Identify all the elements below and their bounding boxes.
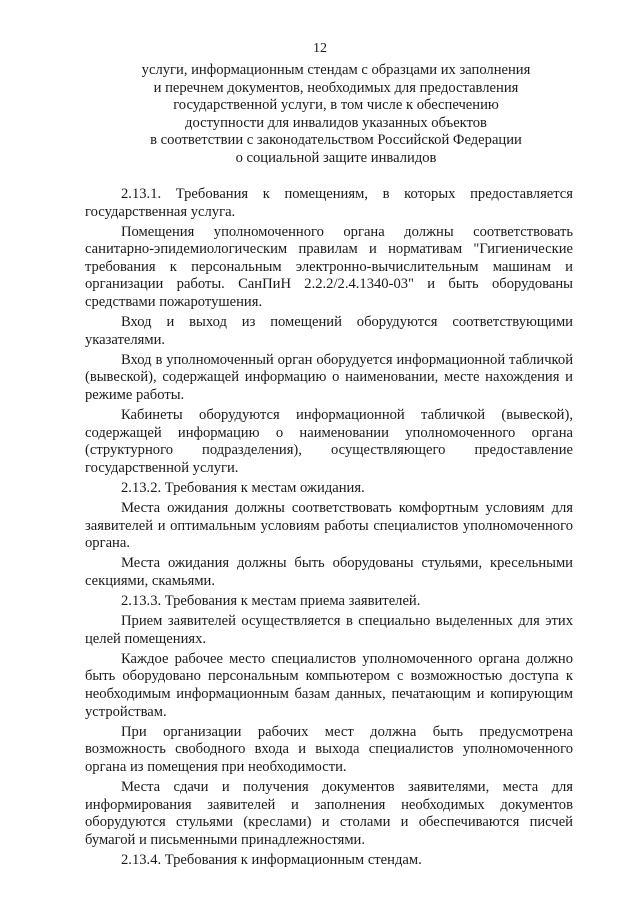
paragraph-premises-requirements: Помещения уполномоченного органа должны соответствовать санитарно-эпидемиологическим правилам и нормативам "Гигиенические требования к персональным электронно-вычислительным машинам и организации работы. СанПиН 2.2.2/2.4.1340-03" и быть оборудованы средствами пожаротушения. [85,223,573,311]
paragraph-waiting-comfort: Места ожидания должны соответствовать комфортным условиям для заявителей и оптимальным условиям работы специалистов уполномоченного органа. [85,500,573,552]
paragraph-entrance-signs: Вход и выход из помещений оборудуются соответствующими указателями. [85,314,573,348]
paragraph-2-13-2: 2.13.2. Требования к местам ожидания. [121,480,365,496]
paragraph-2-13-1: 2.13.1. Требования к помещениям, в которых предоставляется государственная услуга. [85,186,573,220]
heading-line: и перечнем документов, необходимых для предоставления [153,79,519,96]
paragraph-workplace-equipment: Каждое рабочее место специалистов уполномоченного органа должно быть оборудовано персональным компьютером с возможностью доступа к необходимым информационным базам данных, печатающим и копирующим устройствам. [85,650,573,720]
paragraph-document-desks: Места сдачи и получения документов заявителями, места для информирования заявителей и заполнения необходимых документов оборудуются стульями (креслами) и столами и обеспечиваются писчей бумагой и письменными принадлежностями. [85,779,573,848]
body-text [85,186,573,872]
paragraph-entrance-sign-plate: Вход в уполномоченный орган оборудуется информационной табличкой (вывеской), содержащей информацию о наименовании, месте нахождения и режиме работы. [85,351,573,404]
section-heading [130,62,542,168]
heading-line: государственной услуги, в том числе к обеспечению [173,97,499,114]
paragraph-office-signs: Кабинеты оборудуются информационной табличкой (вывеской), содержащей информацию о наименовании уполномоченного органа (структурного подразделения), осуществляющего предоставление государственной услуги. [85,407,573,476]
paragraph-waiting-seating: Места ожидания должны быть оборудованы стульями, кресельными секциями, скамьями. [85,555,573,589]
paragraph-workplace-access: При организации рабочих мест должна быть предусмотрена возможность свободного входа и выхода специалистов уполномоченного органа из помещения при необходимости. [85,723,573,775]
heading-line: в соответствии с законодательством Российской Федерации [150,132,522,149]
heading-line: услуги, информационным стендам с образцами их заполнения [141,62,531,78]
paragraph-reception-rooms: Прием заявителей осуществляется в специально выделенных для этих целей помещениях. [85,613,573,647]
paragraph-2-13-3: 2.13.3. Требования к местам приема заявителей. [121,593,421,610]
paragraph-2-13-4: 2.13.4. Требования к информационным стендам. [121,851,422,868]
heading-line: о социальной защите инвалидов [235,149,437,166]
page-number: 12 [313,41,327,56]
heading-line: доступности для инвалидов указанных объектов [185,114,487,131]
